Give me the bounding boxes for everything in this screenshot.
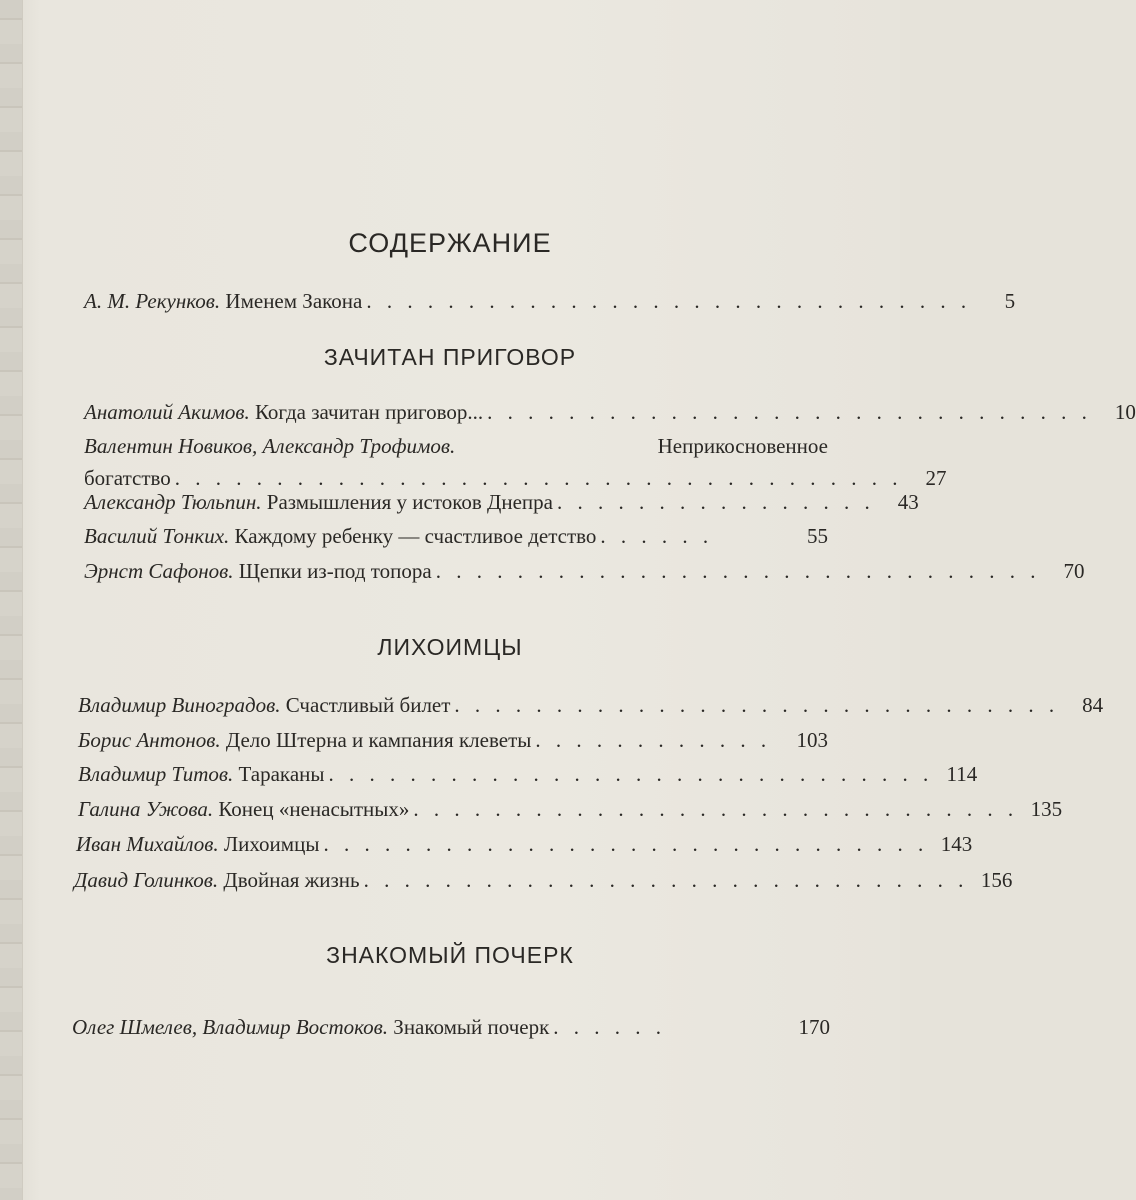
entry-author: Владимир Виноградов. (78, 693, 281, 717)
leader-dots: . . . . . . . . . . . . . . . . . . . . . . . . . . . . . . (487, 400, 1092, 424)
entry-page: 114 (946, 762, 978, 786)
entry-title: Каждому ребенку — счастливое детство (234, 524, 597, 548)
entry-title-continued: богатство (84, 466, 171, 490)
entry-page: 135 (1030, 797, 1063, 821)
entry-title: Неприкосновенное (657, 434, 828, 458)
toc-entry (84, 396, 1136, 428)
entry-page: 55 (807, 524, 828, 548)
entry-page: 156 (980, 868, 1013, 892)
section-heading: ЗНАКОМЫЙ ПОЧЕРК (326, 942, 574, 968)
book-binding-edge (0, 0, 23, 1200)
entry-page: 103 (796, 728, 828, 752)
leader-dots: . . . . . . . . . . . . . . . . . . . . . . . . . . . . . . (413, 797, 1019, 821)
entry-author: Иван Михайлов. (76, 832, 219, 856)
entry-author: Валентин Новиков, Александр Трофимов. (84, 434, 456, 458)
leader-dots: . . . . . . . . . . . . . . . . . . . . . . . . . . . . . . (323, 832, 929, 856)
section-heading: ЗАЧИТАН ПРИГОВОР (323, 344, 577, 370)
entry-title: Счастливый билет (285, 693, 451, 717)
entry-author: Давид Голинков. (74, 868, 219, 892)
page-title: СОДЕРЖАНИЕ (348, 228, 552, 258)
toc-entry (74, 864, 1013, 896)
entry-author: Галина Ужова. (78, 797, 214, 821)
section-heading: ЛИХОИМЦЫ (377, 634, 523, 660)
toc-entry (76, 828, 973, 860)
entry-title: Размышления у истоков Днепра (266, 490, 553, 514)
toc-entry (78, 793, 1063, 825)
entry-author: Олег Шмелев, Владимир Востоков. (72, 1015, 389, 1039)
entry-page: 10 (1114, 400, 1136, 424)
entry-author: Борис Антонов. (78, 728, 221, 752)
leader-dots: . . . . . . . . . . . . . . . . . . . . . . . . . . . . . . (328, 762, 934, 786)
toc-entry (84, 285, 1016, 317)
toc-entry (78, 689, 1104, 721)
entry-page: 84 (1082, 693, 1104, 717)
toc-entry (84, 555, 1085, 587)
entry-title: Именем Закона (225, 289, 363, 313)
leader-dots: . . . . . . (553, 1015, 667, 1039)
entry-author: Эрнст Сафонов. (84, 559, 234, 583)
entry-author: Анатолий Акимов. (84, 400, 250, 424)
entry-title: Когда зачитан приговор... (254, 400, 484, 424)
leader-dots: . . . . . . . . . . . . . . . . . . . . . . . . . . . . . . (454, 693, 1060, 717)
toc-entry (84, 520, 828, 552)
entry-title: Дело Штерна и кампания клеветы (225, 728, 532, 752)
entry-page: 27 (925, 466, 947, 490)
leader-dots: . . . . . . . . . . . . . . . . . . . . . . . . . . . . . . . . . . . . (174, 466, 903, 490)
entry-author: Василий Тонких. (84, 524, 230, 548)
entry-title: Щепки из-под топора (238, 559, 432, 583)
entry-page: 5 (1004, 289, 1016, 313)
leader-dots: . . . . . . . . . . . . . . . . . . . . . . . . . . . . . . (363, 868, 969, 892)
leader-dots: . . . . . . (600, 524, 714, 548)
toc-entry (78, 758, 978, 790)
entry-author: Александр Тюльпин. (84, 490, 262, 514)
toc-entry (78, 724, 828, 756)
entry-page: 70 (1063, 559, 1085, 583)
entry-title: Тараканы (238, 762, 325, 786)
leader-dots: . . . . . . . . . . . . . . . . . . . . . . . . . . . . . . (435, 559, 1041, 583)
leader-dots: . . . . . . . . . . . . (535, 728, 772, 752)
toc-entry (84, 430, 947, 494)
entry-page: 143 (940, 832, 973, 856)
entry-page: 43 (897, 490, 919, 514)
entry-title: Знакомый почерк (393, 1015, 550, 1039)
entry-author: А. М. Рекунков. (84, 289, 221, 313)
leader-dots: . . . . . . . . . . . . . . . . . . . . . . . . . . . . . . (366, 289, 972, 313)
leader-dots: . . . . . . . . . . . . . . . . (556, 490, 875, 514)
entry-page: 170 (798, 1015, 830, 1039)
entry-title: Лихоимцы (223, 832, 320, 856)
entry-author: Владимир Титов. (78, 762, 234, 786)
entry-title: Двойная жизнь (223, 868, 360, 892)
toc-entry (72, 1011, 830, 1043)
entry-title: Конец «ненасытных» (218, 797, 410, 821)
toc-entry (84, 486, 919, 518)
